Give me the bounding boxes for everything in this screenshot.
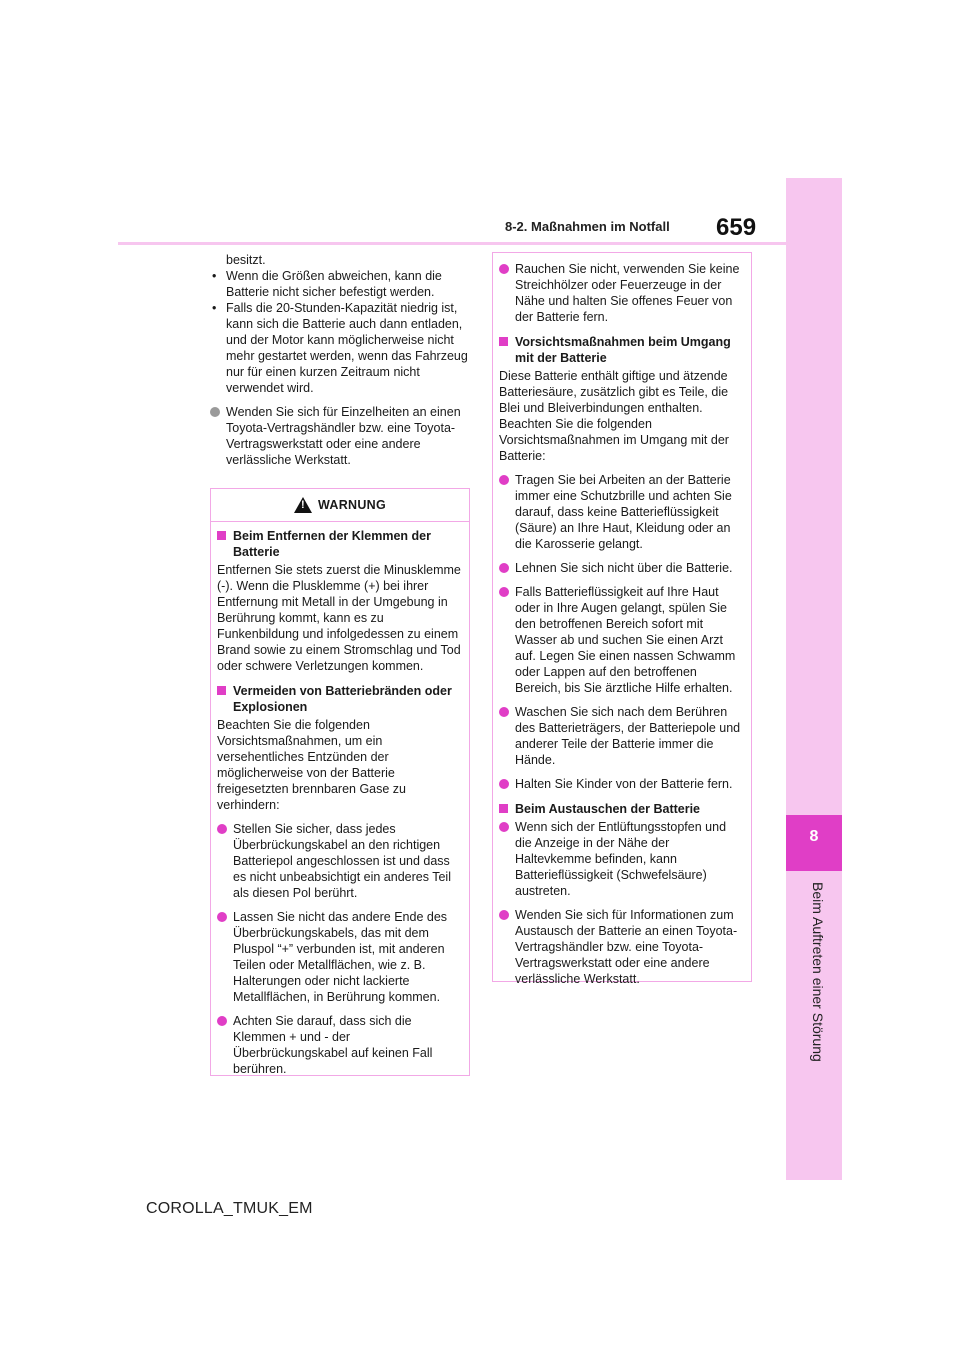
warning-bullet: Lassen Sie nicht das andere Ende des Überbrückungskabels, das mit dem Pluspol “+” verbunden ist, mit anderen Teilen oder Metallflächen, wie z. B. Halterungen oder nicht lackierte Metallflächen, in Berührung kommen. xyxy=(217,909,463,1005)
warning-paragraph: Diese Batterie enthält giftige und ätzende Batteriesäure, zusätzlich gibt es Teile, die Blei und Bleiverbindungen enthalten. Beachten Sie die folgenden Vorsichtsmaßnahmen im Umgang mit der Batterie: xyxy=(499,369,729,463)
left-column xyxy=(210,252,470,468)
warning-bullet: Wenn sich der Entlüftungsstopfen und die Anzeige in der Nähe der Haltevkemme befinden, kann Batterieflüssigkeit (Schwefelsäure) austreten. xyxy=(499,819,745,899)
warning-title: WARNUNG xyxy=(317,498,387,512)
chapter-number: 8 xyxy=(809,828,819,845)
continued-text: besitzt. xyxy=(226,253,266,267)
warning-paragraph: Beachten Sie die folgenden Vorsichtsmaßnahmen, um ein versehentliches Entzünden der möglicherweise von der Batterie freigesetzten brennbaren Gase zu verhindern: xyxy=(217,718,407,812)
bullet-item: Wenden Sie sich für Einzelheiten an einen Toyota-Vertragshändler bzw. eine Toyota-Vertragswerkstatt oder eine andere verlässliche Werkstatt. xyxy=(210,404,470,468)
dash-item: • Wenn die Größen abweichen, kann die Batterie nicht sicher befestigt werden. xyxy=(210,268,470,300)
header-divider xyxy=(118,242,786,245)
warning-heading: Vorsichtsmaßnahmen beim Umgang mit der Batterie xyxy=(499,334,745,366)
warning-continued-box xyxy=(492,252,752,986)
warning-bullet: Halten Sie Kinder von der Batterie fern. xyxy=(499,776,745,792)
warning-heading: Vermeiden von Batteriebränden oder Explosionen xyxy=(217,683,463,715)
warning-content xyxy=(211,522,469,1077)
warning-paragraph: Entfernen Sie stets zuerst die Minusklemme (-). Wenn die Plusklemme (+) bei ihrer Entfernung mit Metall in der Umgebung in Berührung kommt, kann es zu Funkenbildung und infolgedessen zu einem Brand sowie zu einem Stromschlag und Tod oder schwere Verletzungen kommen. xyxy=(217,563,461,673)
warning-bullet: Tragen Sie bei Arbeiten an der Batterie immer eine Schutzbrille und achten Sie darauf, dass keine Batterieflüssigkeit (Säure) an Ihre Haut, Kleidung oder an die Karosserie gelangt. xyxy=(499,472,745,552)
page-number: 659 xyxy=(716,214,757,241)
warning-bullet: Achten Sie darauf, dass sich die Klemmen + und - der Überbrückungskabel auf keinen Fall berühren. xyxy=(217,1013,463,1077)
warning-triangle-icon xyxy=(294,497,312,513)
warning-heading: Beim Entfernen der Klemmen der Batterie xyxy=(217,528,463,560)
dash-item: • Falls die 20-Stunden-Kapazität niedrig ist, kann sich die Batterie auch dann entladen, und der Motor kann möglicherweise nicht mehr gestartet werden, wenn das Fahrzeug nur für einen kurzen Zeitraum nicht verwendet wird. xyxy=(210,300,470,396)
warning-bullet: Wenden Sie sich für Informationen zum Austausch der Batterie an einen Toyota-Vertragshändler bzw. eine Toyota-Vertragswerkstatt oder eine andere verlässliche Werkstatt. xyxy=(499,907,745,987)
chapter-title: Beim Auftreten einer Störung xyxy=(810,882,826,1062)
warning-heading: Beim Austauschen der Batterie xyxy=(499,801,745,817)
warning-bullet: Rauchen Sie nicht, verwenden Sie keine Streichhölzer oder Feuerzeuge in der Nähe und halten Sie offenes Feuer von der Batterie fern. xyxy=(499,261,745,325)
section-title: 8-2. Maßnahmen im Notfall xyxy=(505,219,670,234)
document-code: COROLLA_TMUK_EM xyxy=(146,1200,313,1217)
warning-bullet: Lehnen Sie sich nicht über die Batterie. xyxy=(499,560,745,576)
warning-header xyxy=(211,489,469,522)
warning-bullet: Falls Batterieflüssigkeit auf Ihre Haut oder in Ihre Augen gelangt, spülen Sie den betroffenen Bereich sofort mit Wasser ab und suchen Sie einen Arzt auf. Legen Sie einen nassen Schwamm oder Lappen auf den betroffenen Bereich, bis Sie ärztliche Hilfe erhalten. xyxy=(499,584,745,696)
warning-bullet: Stellen Sie sicher, dass jedes Überbrückungskabel an den richtigen Batteriepol angeschlossen ist und dass es nicht unbeabsichtigt ein anderes Teil als diesen Pol berührt. xyxy=(217,821,463,901)
warning-continued-content xyxy=(493,253,751,987)
warning-bullet: Waschen Sie sich nach dem Berühren des Batterieträgers, der Batteriepole und anderer Teile der Batterie immer die Hände. xyxy=(499,704,745,768)
warning-box xyxy=(210,488,470,1076)
